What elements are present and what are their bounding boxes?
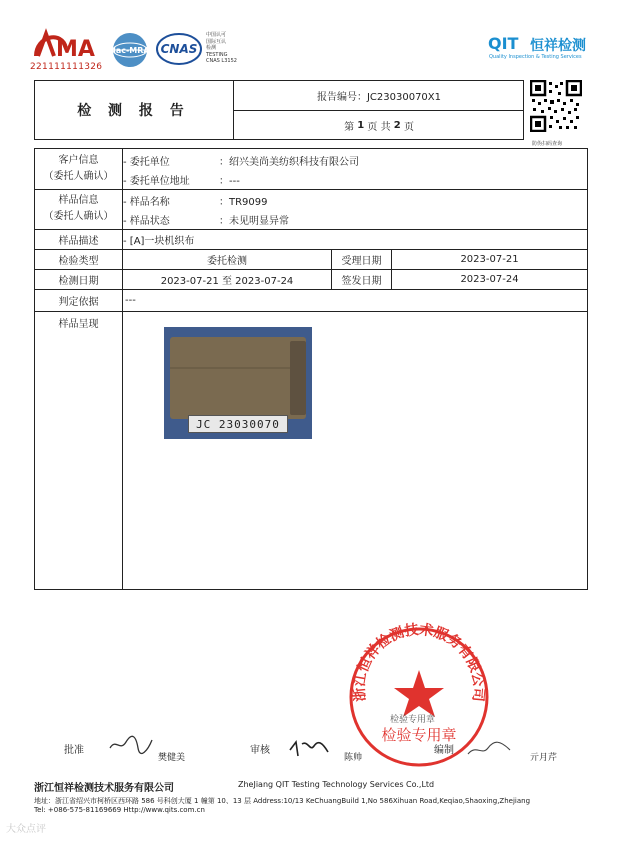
approve-label: 批准	[64, 745, 84, 756]
stamp-bottom-text: 检验专用章	[381, 726, 457, 744]
client-unit-label: - 委托单位	[123, 156, 170, 168]
watermark: 大众点评	[6, 824, 46, 835]
footer-company-en: ZheJiang QIT Testing Technology Services Co.,Ltd	[238, 780, 435, 789]
sample-info-line1: 样品信息	[58, 195, 99, 206]
qit-chinese-name: 恒祥检测	[530, 38, 586, 54]
footer-company-cn: 浙江恒祥检测技术服务有限公司	[34, 783, 174, 794]
client-info-line1: 客户信息	[58, 155, 99, 166]
review-name: 陈帅	[344, 753, 363, 763]
client-address-value: ：---	[219, 175, 240, 187]
cnas-line: 检测	[206, 45, 217, 51]
sample-photo-label: JC 23030070	[188, 415, 288, 433]
sample-info-label	[35, 189, 122, 229]
ilac-globe-icon	[108, 30, 152, 70]
stamp-ring-text: 浙江恒祥检测技术服务有限公司	[351, 622, 487, 703]
cnas-line: 国际互认	[206, 38, 227, 45]
stamp-center-text: 检验专用章	[390, 715, 436, 725]
fabric-fold-line	[170, 367, 306, 369]
page-prefix: 第	[344, 121, 355, 133]
cma-letters: MA	[56, 37, 95, 62]
sample-desc-value: - [A]一块机织布	[123, 235, 195, 247]
issue-date-label: 签发日期	[341, 275, 382, 287]
sample-photo	[164, 327, 312, 439]
fabric-sample	[170, 337, 306, 419]
footer-contact[interactable]: Tel: +086-575-81169669 Http://www.qits.com.cn	[34, 806, 205, 814]
sample-info-line2: （委托人确认）	[43, 211, 114, 222]
judge-basis-value: ---	[125, 294, 136, 306]
cnas-caption	[206, 32, 237, 65]
qit-logo-text: QIT	[488, 34, 519, 53]
test-date-label: 检测日期	[58, 275, 99, 287]
review-signature-icon	[288, 738, 332, 760]
cnas-logo-icon	[156, 32, 202, 66]
accept-date-value: 2023-07-21	[460, 253, 519, 265]
compile-signature-icon	[466, 738, 512, 760]
approve-signature-icon	[108, 734, 154, 756]
sample-name-value: ：TR9099	[219, 196, 268, 208]
qr-label: 防伪扫码查询	[532, 141, 563, 147]
issue-date-value: 2023-07-24	[460, 273, 519, 285]
client-address-label: - 委托单位地址	[123, 175, 190, 187]
page-indicator	[234, 110, 524, 140]
cnas-line: CNAS L3152	[206, 58, 237, 64]
report-title: 检 测 报 告	[34, 80, 234, 140]
client-info-label	[35, 149, 122, 189]
cnas-text: CNAS	[160, 42, 198, 56]
sample-desc-label: 样品描述	[58, 235, 99, 247]
approve-name: 樊健美	[158, 753, 186, 763]
cnas-line: TESTING	[206, 51, 228, 58]
cma-number: 221111111326	[30, 62, 103, 72]
sample-name-label: - 样品名称	[123, 196, 170, 208]
judge-basis-label: 判定依据	[58, 296, 99, 308]
page-mid: 页 共	[367, 121, 391, 133]
fabric-fold	[290, 341, 306, 415]
report-number: 报告编号：JC23030070X1	[316, 91, 442, 103]
sample-show-label: 样品呈现	[58, 318, 99, 330]
test-type-value: 委托检测	[207, 255, 247, 267]
qit-subtitle: Quality Inspection & Testing Services	[489, 54, 582, 60]
accept-date-label: 受理日期	[341, 255, 382, 267]
qr-code-icon[interactable]	[530, 80, 582, 132]
page-suffix: 页	[403, 121, 414, 133]
footer-address: 地址：浙江省绍兴市柯桥区西环路 586 号科创大厦 1 幢第 10、13 层 Address:10/13 KeChuangBuild 1,No 586Xihuan Road,Keqiao,Shaoxing,Zhejiang	[34, 797, 531, 805]
client-unit-value: ：绍兴美尚美纺织科技有限公司	[219, 156, 359, 168]
sample-state-value: ：未见明显异常	[219, 215, 289, 227]
ilac-text: ilac-MRA	[110, 46, 150, 55]
cnas-line: 中国认可	[206, 32, 227, 38]
page-total: 2	[393, 119, 401, 131]
compile-label: 编制	[434, 745, 454, 756]
client-info-line2: （委托人确认）	[43, 171, 114, 182]
test-date-value: 2023-07-21 至 2023-07-24	[160, 275, 294, 287]
test-type-label: 检验类型	[58, 255, 99, 267]
review-label: 审核	[250, 745, 270, 756]
page-current: 1	[357, 119, 365, 131]
compile-name: 亓月芹	[530, 753, 558, 763]
sample-state-label: - 样品状态	[123, 215, 170, 227]
